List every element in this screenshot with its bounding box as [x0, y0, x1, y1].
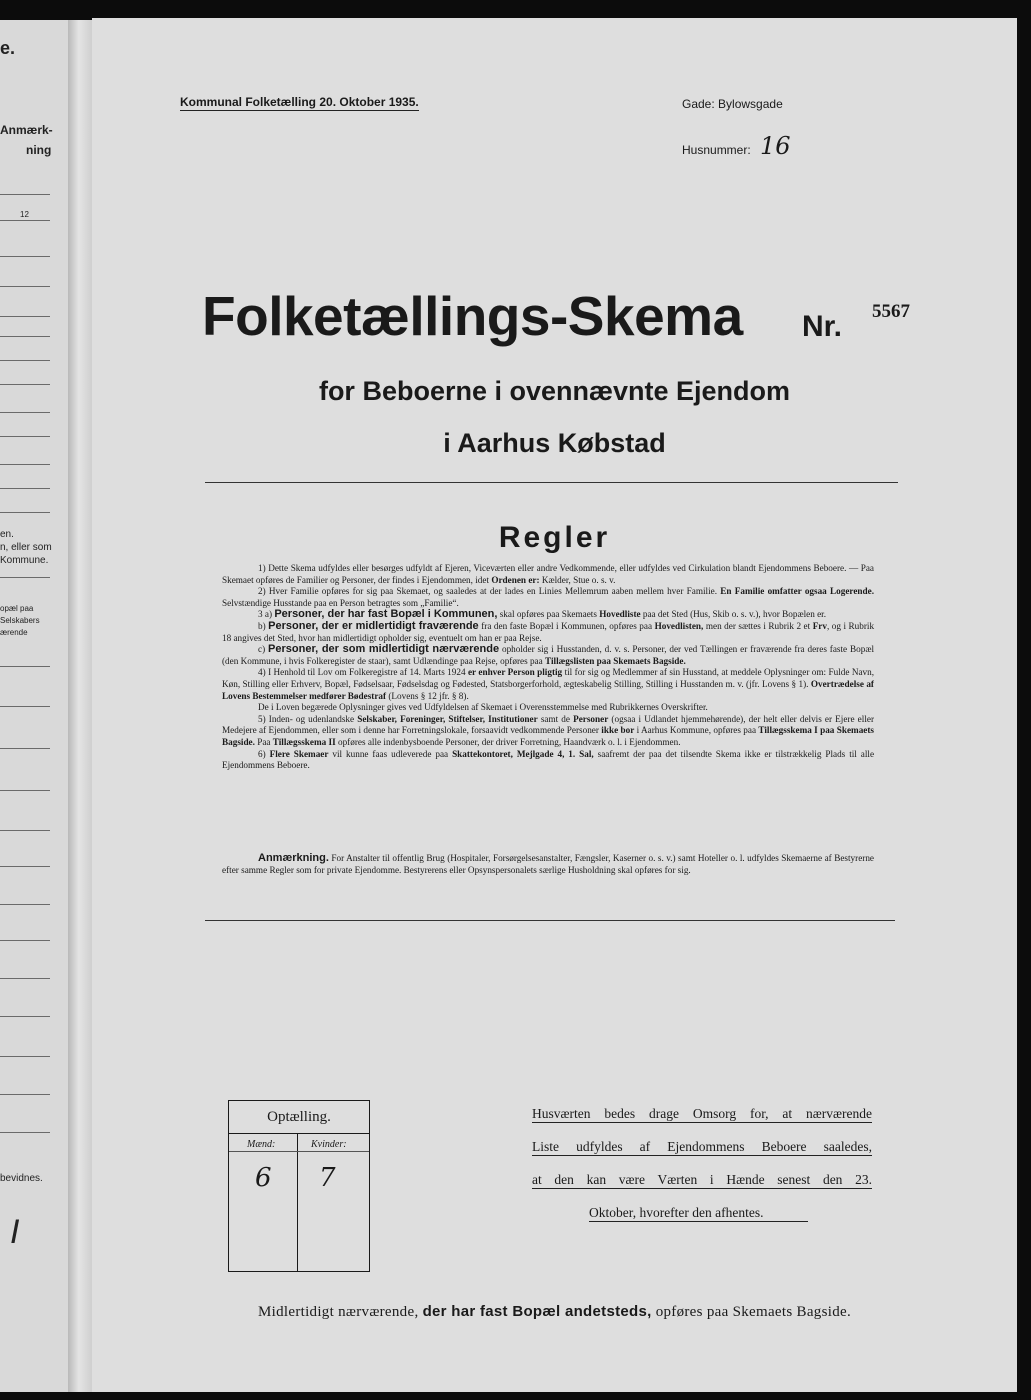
rule-1: 1) Dette Skema udfyldes eller besørges udfyldt af Ejeren, Viceværten eller andre Vedkommende, eller udfyldes ved Cirkulation blandt Ejendommens Beboere. — Paa Skemaet opføres de Familier og Personer, der findes i Ejendommen, idet Ordenen er: Kælder, Stue o. s. v. [222, 563, 874, 585]
footer-pre: Midlertidigt nærværende, [257, 1304, 419, 1320]
women-label: Kvinder: [311, 1139, 347, 1150]
number-label: Nr. [802, 310, 843, 343]
note-text: For Anstalter til offentlig Brug (Hospitaler, Forsørgelsesanstalter, Fængsler, Kaserner o. s. v.) samt Hoteller o. l. udfyldes Skemaerne af Bestyrerne efter samme Regler som for private Ejendomme. Bestyrerens eller Opsynspersonalets særlige Husholdning skal opføres for sig. [222, 853, 874, 875]
census-form-page [92, 18, 1017, 1392]
left-page-column-header-2: ning [26, 143, 52, 157]
house-number-label: Husnummer: [682, 143, 751, 157]
rule-2: 2) Hver Familie opføres for sig paa Skemaet, og saaledes at der lades en Linies Mellemrum aaben mellem hver Familie. En Familie omfatter ogsaa Logerende. Selvstændige Husstande paa en Person betragtes som „Familie“. [222, 586, 874, 608]
rule-3b: b) Personer, der er midlertidigt fraværende fra den faste Bopæl i Kommunen, opføres paa Hovedlisten, men der sættes i Rubrik 2 et Frv, og i Rubrik 18 angives det Sted, hvor han midlertidigt opholder sig, eventuelt om han er paa Rejse. [222, 619, 875, 643]
rule-4b: De i Loven begærede Oplysninger gives ved Udfyldelsen af Skemaet i Overensstemmelse med Rubrikkernes Overskrifter. [258, 702, 708, 713]
left-page-snippet-1b: n, eller som [0, 542, 52, 553]
street-label: Gade: [682, 97, 715, 111]
left-page-snippet-1a: en. [0, 529, 14, 540]
landlord-line-3: at den kan være Værten i Hænde senest den 23. [532, 1172, 872, 1187]
form-number: 5567 [872, 301, 910, 322]
left-page-snippet-2c: ærende [0, 628, 28, 637]
left-page-snippet-2a: opæl paa [0, 604, 34, 613]
book-spine-fold [68, 20, 92, 1392]
left-page-column-number: 12 [20, 210, 29, 219]
subtitle-residents: for Beboerne i ovennævnte Ejendom [318, 376, 791, 406]
footer-bold: der har fast Bopæl andetsteds, [422, 1303, 652, 1320]
left-page-snippet-1c: Kommune. [0, 555, 49, 566]
footer-note [92, 1303, 1017, 1321]
rules-heading: Regler [498, 521, 611, 554]
house-number-field [682, 132, 791, 160]
rule-6: 6) Flere Skemaer vil kunne faas udleverede paa Skattekontoret, Mejlgade 4, 1. Sal, saafremt der paa det tilsendte Skema ikke er tilstrækkelig Plads til alle Ejendommens Beboere. [222, 748, 875, 771]
left-page-handwritten-mark: I [10, 1213, 20, 1251]
rule-3c: c) Personer, der som midlertidigt nærværende opholder sig i Husstanden, d. v. s. Personer, der ved Tællingen er fraværende fra deres faste Bopæl (den Kommune, i hvis Folkeregister de staar), samt Udlændinge paa Rejse, opføres paa Tillægslisten paa Skemaets Bagside. [222, 643, 875, 666]
footer-post: opføres paa Skemaets Bagside. [655, 1304, 852, 1320]
tally-box [228, 1100, 370, 1272]
women-count: 7 [319, 1163, 336, 1193]
house-number-value: 16 [760, 132, 791, 160]
tally-heading: Optælling. [229, 1101, 369, 1134]
subtitle-town: i Aarhus Købstad [443, 428, 666, 458]
left-page-bottom-text: bevidnes. [0, 1173, 43, 1184]
rules-body [222, 563, 874, 772]
note-paragraph [222, 853, 874, 876]
men-count: 6 [255, 1163, 272, 1193]
left-page-snippet-2b: Selskabers [0, 616, 40, 625]
landlord-line-4: Oktober, hvorefter den afhentes. [589, 1205, 808, 1222]
note-label: Anmærkning. [258, 852, 329, 864]
census-title: Kommunal Folketælling 20. Oktober 1935. [180, 95, 419, 109]
left-page-top-mark: e. [0, 38, 16, 58]
divider-top [205, 482, 898, 483]
rule-4: 4) I Henhold til Lov om Folkeregistre af 14. Marts 1924 er enhver Person pligtig til for sig og Medlemmer af sin Husstand, at meddele Oplysninger om: Fulde Navn, Køn, Stilling eller Erhverv, Bopæl, Fødselsaar, Fødselsdag og Fødested, Statsborgerforhold, ægteskabelig Stilling, Stilling i Husstanden m. v. (jfr. Lovens § 1). Overtrædelse af Lovens Bestemmelser medfører Bødestraf (Lovens § 12 jfr. § 8). [222, 667, 875, 701]
divider-bottom [205, 920, 895, 921]
men-label: Mænd: [247, 1139, 276, 1150]
landlord-line-2: Liste udfyldes af Ejendommens Beboere saaledes, [532, 1139, 872, 1154]
street-field [682, 97, 783, 111]
left-page-column-header-1: Anmærk- [0, 123, 53, 137]
landlord-line-1: Husværten bedes drage Omsorg for, at nærværende [532, 1106, 872, 1121]
street-value: Bylowsgade [718, 97, 783, 111]
rule-3a: 3 a) Personer, der har fast Bopæl i Kommunen, skal opføres paa Skemaets Hovedliste paa det Sted (Hus, Skib o. s. v.), hvor Bopælen er. [258, 608, 827, 621]
rule-5: 5) Inden- og udenlandske Selskaber, Foreninger, Stiftelser, Institutioner samt de Personer (ogsaa i Udlandet hjemmehørende), der helt eller delvis er Ejere eller Medejere af Ejendommen, eller som i denne har Forretningslokale, forsaavidt vedkommende Personer ikke bor i Aarhus Kommune, opføres paa Tillægsskema I paa Skemaets Bagside. Paa Tillægsskema II opføres alle indenbysboende Personer, der driver Forretning, Haandværk o. l. i Ejendommen. [222, 713, 875, 747]
form-title: Folketællings-Skema [202, 285, 743, 347]
